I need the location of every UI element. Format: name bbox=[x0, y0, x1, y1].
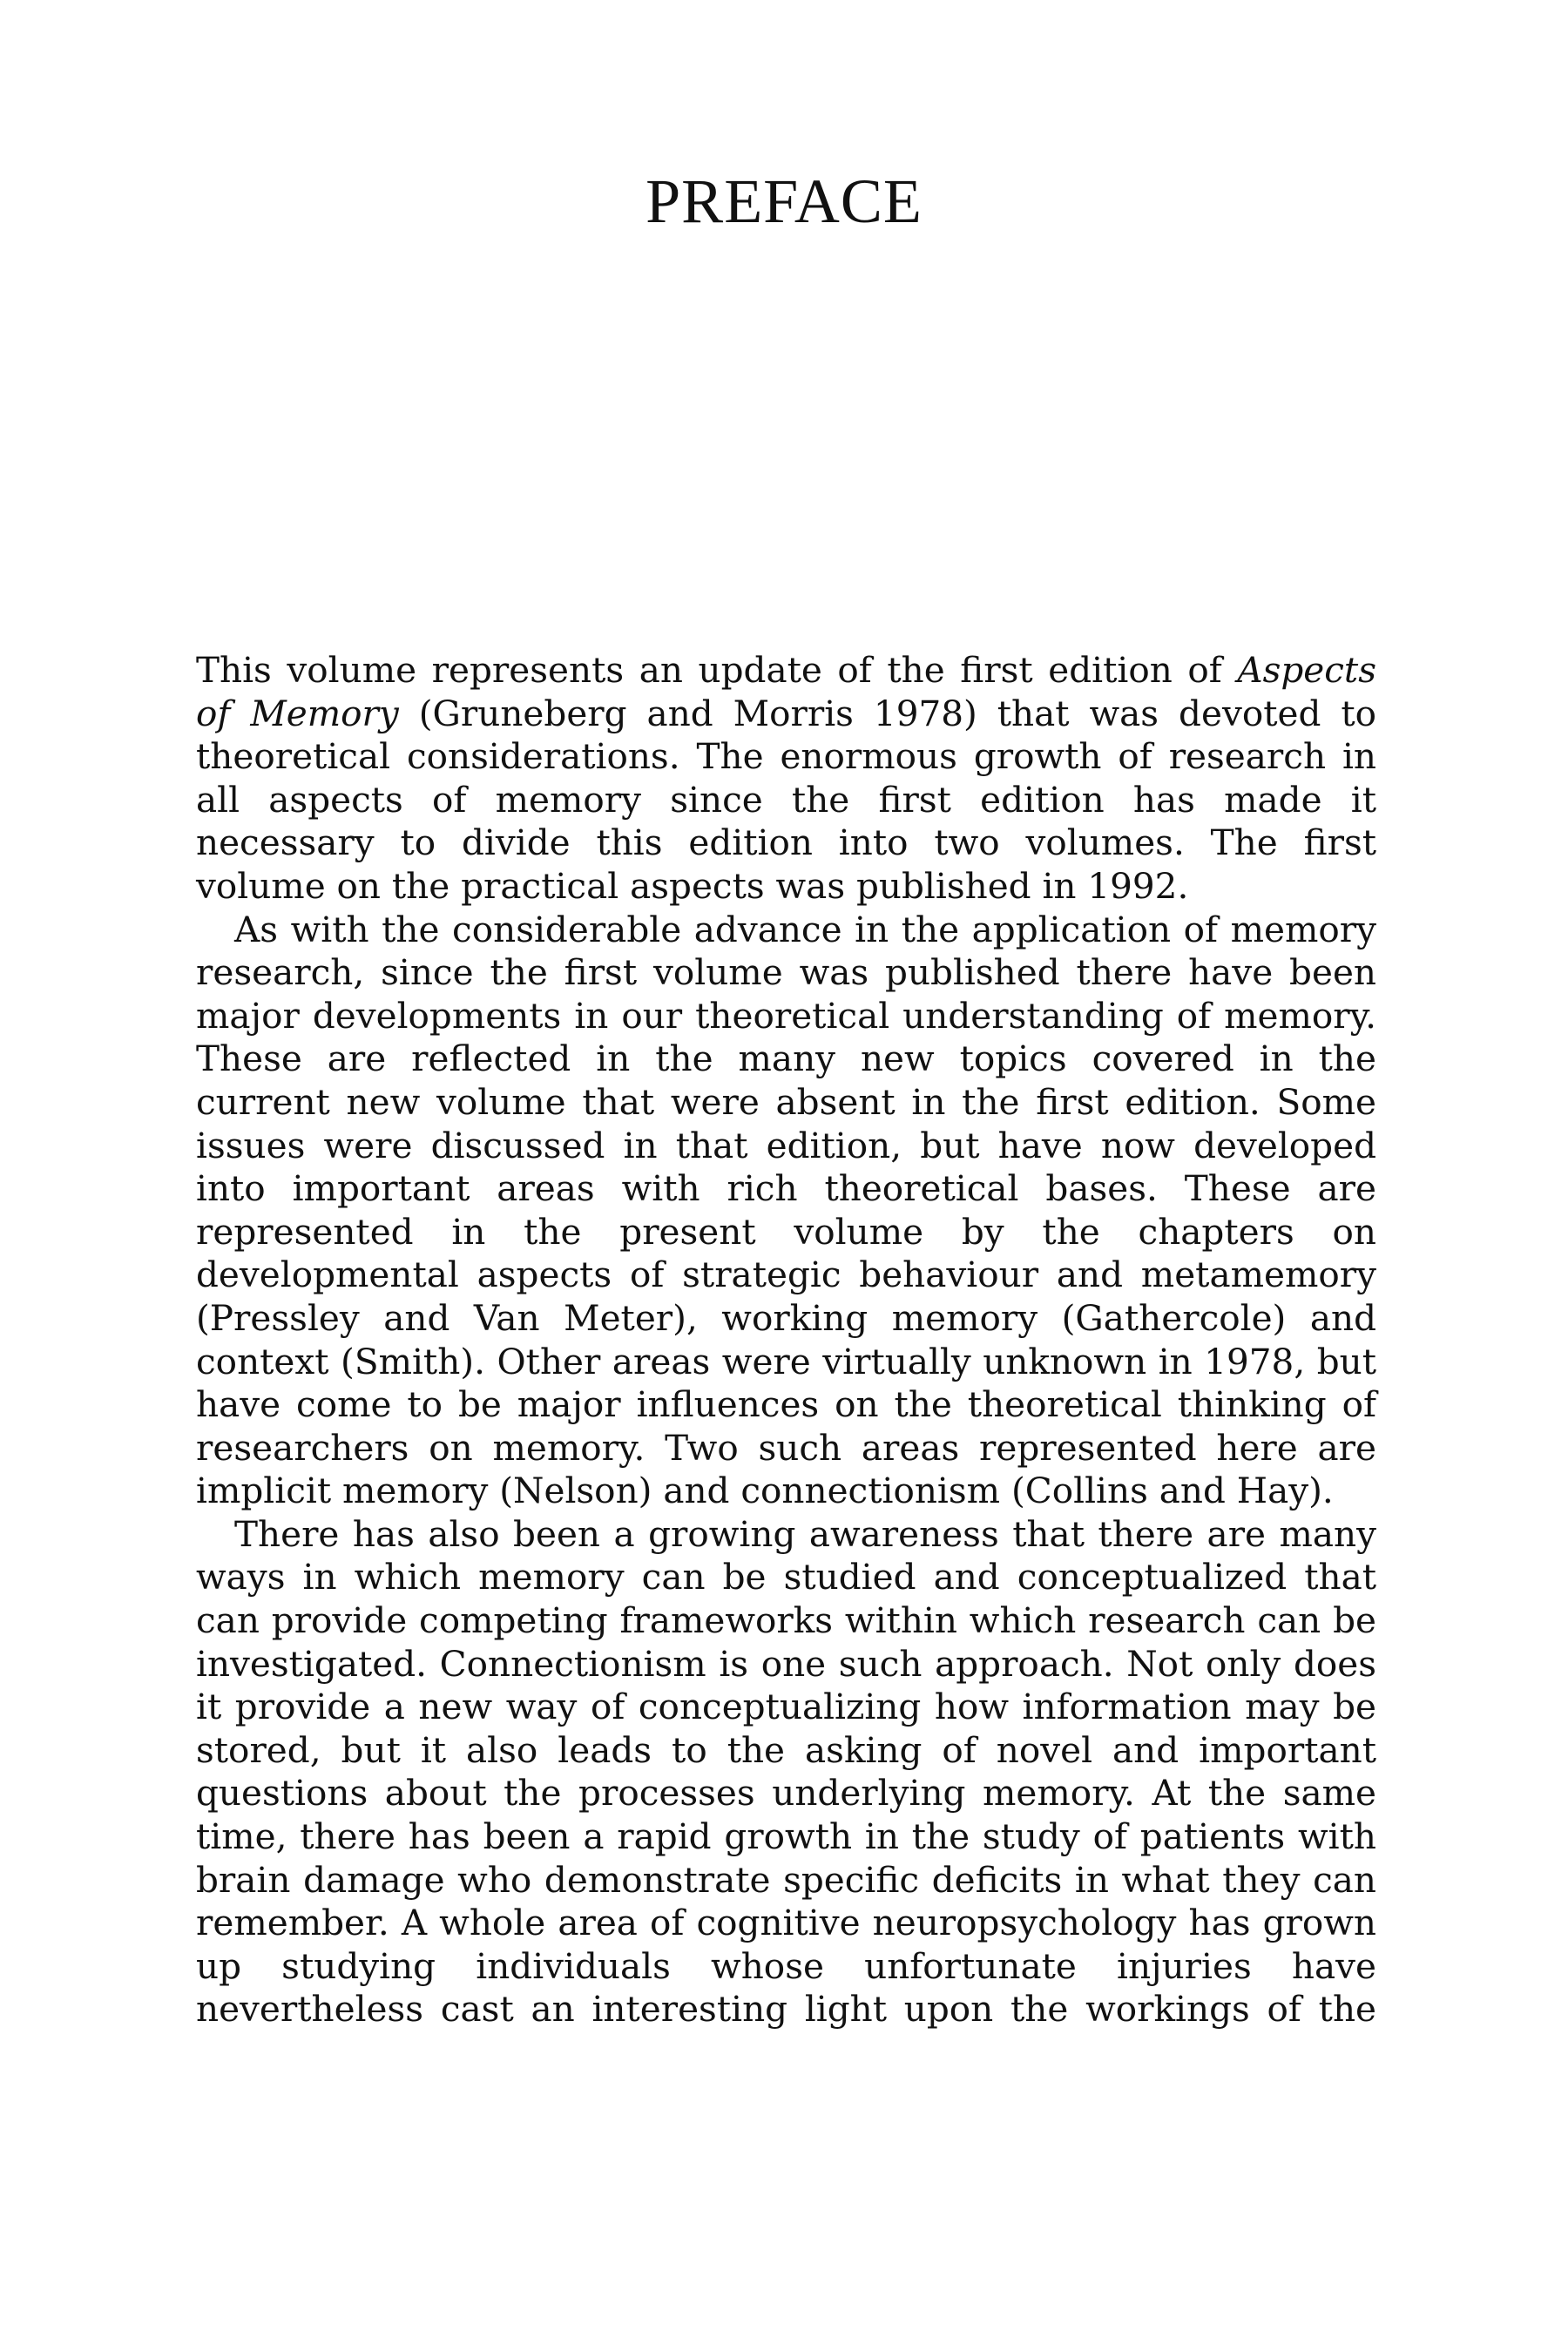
paragraph-2: As with the considerable advance in the application of memory research, since the first volume was published there have been major developments in our theoretical understanding of memory. These are reflected in the many new topics covered in the current new volume that were absent in the first edition. Some issues were discussed in that edition, but have now developed into important areas with rich theoretical bases. These are represented in the present volume by the chapters on developmental aspects of strategic behaviour and metamemory (Pressley and Van Meter), working memory (Gathercole) and context (Smith). Other areas were virtually unknown in 1978, but have come to be major influences on the theoretical thinking of researchers on memory. Two such areas represented here are implicit memory (Nelson) and connectionism (Collins and Hay). bbox=[196, 908, 1376, 1512]
paragraph-1-start: This volume represents an update of the first edition of bbox=[196, 649, 1238, 691]
page-title: PREFACE bbox=[645, 166, 923, 236]
paragraph-3: There has also been a growing awareness that there are many ways in which memory can be studied and conceptualized that can provide competing frameworks within which research can be investigated. Connectionism is one such approach. Not only does it provide a new way of conceptualizing how information may be stored, but it also leads to the asking of novel and important questions about the processes underlying memory. At the same time, there has been a rapid growth in the study of patients with brain damage who demonstrate specific deficits in what they can remember. A whole area of cognitive neuropsychology has grown up studying individuals whose unfortunate injuries have nevertheless cast an interesting light upon the workings of the bbox=[196, 1512, 1376, 2031]
paragraph-1-end: (Gruneberg and Morris 1978) that was devoted to theoretical considerations. The enormous growth of research in all aspects of memory since the first edition has made it necessary to divide this edition into two volumes. The first volume on the practical aspects was published in 1992. bbox=[196, 692, 1376, 907]
paragraph-1 bbox=[196, 649, 1376, 909]
preface-body bbox=[196, 649, 1376, 2031]
book-title-italic: Aspects of Memory bbox=[196, 649, 1376, 734]
